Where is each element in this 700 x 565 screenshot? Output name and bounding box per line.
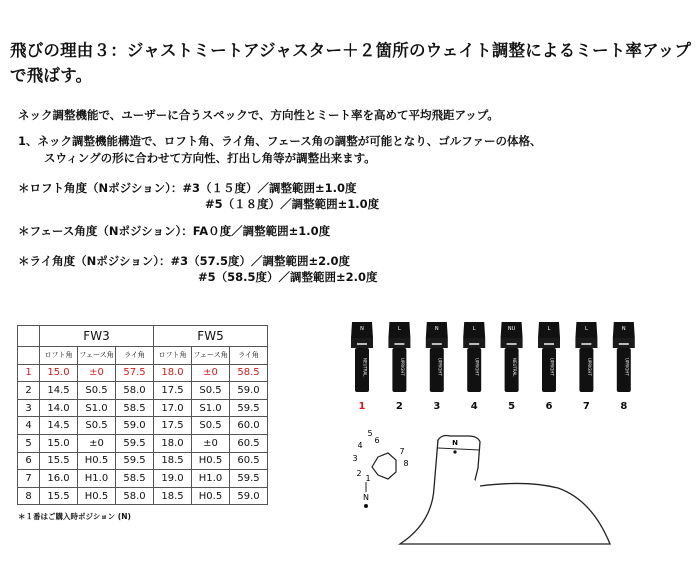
sleeve-5 bbox=[501, 322, 523, 392]
table-cell: 60.5 bbox=[230, 434, 268, 452]
sleeve-7 bbox=[575, 322, 597, 392]
loft-header: ロフト角 bbox=[40, 347, 78, 365]
table-cell: 16.0 bbox=[40, 470, 78, 488]
sleeve-top-mark: N bbox=[434, 326, 439, 332]
table-cell: 58.5 bbox=[116, 399, 154, 417]
table-cell: 18.5 bbox=[154, 452, 192, 470]
loft-spec-line-2: #5（１８度）／調整範囲±1.0度 bbox=[205, 197, 380, 211]
table-cell: H0.5 bbox=[78, 452, 116, 470]
table-cell: 58.5 bbox=[116, 470, 154, 488]
position-number: 2 bbox=[18, 382, 40, 400]
sleeve-side-label: UPRIGHT bbox=[586, 358, 592, 376]
face-header: フェース角 bbox=[192, 347, 230, 365]
dial-label-2: 2 bbox=[356, 469, 362, 478]
table-cell: 58.0 bbox=[116, 487, 154, 505]
sleeve-number: 2 bbox=[395, 401, 403, 412]
table-cell: 59.5 bbox=[116, 434, 154, 452]
table-cell: 58.5 bbox=[230, 364, 268, 382]
lie-header: ライ角 bbox=[116, 347, 154, 365]
table-cell: 14.5 bbox=[40, 382, 78, 400]
sleeve-number: 8 bbox=[620, 401, 628, 412]
position-number: 5 bbox=[18, 434, 40, 452]
table-cell: 14.5 bbox=[40, 417, 78, 435]
sleeve-top-mark: L bbox=[547, 326, 551, 332]
position-number: 6 bbox=[18, 452, 40, 470]
table-row bbox=[18, 487, 268, 505]
table-cell: 60.0 bbox=[230, 417, 268, 435]
sleeve-band bbox=[507, 343, 517, 345]
table-row bbox=[18, 452, 268, 470]
sleeve-side-label: UPRIGHT bbox=[437, 358, 443, 376]
fw5-header: FW5 bbox=[154, 326, 268, 347]
table-note: ＊１番はご購入時ポジション (N) bbox=[18, 512, 131, 521]
sleeve-4 bbox=[463, 322, 485, 392]
sleeve-side-label: UPRIGHT bbox=[624, 358, 630, 376]
sleeve-1 bbox=[351, 322, 373, 392]
loft-header: ロフト角 bbox=[154, 347, 192, 365]
table-cell: 57.5 bbox=[116, 364, 154, 382]
sleeve-8 bbox=[613, 322, 635, 392]
position-number: 8 bbox=[18, 487, 40, 505]
table-cell: 15.5 bbox=[40, 487, 78, 505]
table-cell: ±0 bbox=[78, 434, 116, 452]
lead-text: ネック調整機能で、ユーザーに合うスペックで、方向性とミート率を高めて平均飛距アップ。 bbox=[18, 108, 499, 122]
sleeve-side-label: NEUTRAL bbox=[512, 358, 518, 377]
table-cell: ±0 bbox=[192, 434, 230, 452]
table-cell: S0.5 bbox=[78, 417, 116, 435]
sleeve-side-label: NEUTRAL bbox=[362, 358, 368, 377]
table-row bbox=[18, 470, 268, 488]
sleeve-top-mark: N bbox=[621, 326, 626, 332]
table-cell: 19.0 bbox=[154, 470, 192, 488]
fw3-header: FW3 bbox=[40, 326, 154, 347]
face-header: フェース角 bbox=[78, 347, 116, 365]
sleeve-row bbox=[351, 322, 635, 392]
table-cell: H1.0 bbox=[192, 470, 230, 488]
dial-label-7: 7 bbox=[399, 447, 405, 456]
table-cell: 18.5 bbox=[154, 487, 192, 505]
point-1-line-2: スウィングの形に合わせて方向性、打出し角等が調整出来ます。 bbox=[44, 151, 376, 165]
sleeve-band bbox=[357, 343, 367, 345]
table-cell: S0.5 bbox=[78, 382, 116, 400]
position-number: 4 bbox=[18, 417, 40, 435]
table-row bbox=[18, 434, 268, 452]
table-cell: S0.5 bbox=[192, 382, 230, 400]
clubhead-dot bbox=[453, 450, 456, 453]
dial-label-5: 5 bbox=[367, 429, 373, 438]
sleeve-band bbox=[544, 343, 554, 345]
table-cell: H1.0 bbox=[78, 470, 116, 488]
table-cell: H0.5 bbox=[78, 487, 116, 505]
sleeve-top-mark: NU bbox=[507, 326, 516, 332]
sleeve-number: 6 bbox=[545, 401, 553, 412]
clubhead-outline bbox=[400, 440, 610, 544]
point-1 bbox=[18, 133, 542, 167]
table-group-header-row bbox=[18, 326, 268, 347]
clubhead-mark: N bbox=[452, 439, 458, 447]
table-cell: 15.5 bbox=[40, 452, 78, 470]
table-cell: 58.0 bbox=[116, 382, 154, 400]
dial-label-4: 4 bbox=[357, 441, 363, 450]
adjustment-table bbox=[17, 325, 268, 505]
sleeve-side-label: UPRIGHT bbox=[549, 358, 555, 376]
lie-spec-line-1: ＊ライ角度（Nポジション）：#3（57.5度）／調整範囲±2.0度 bbox=[18, 254, 351, 268]
table-cell: 59.0 bbox=[116, 417, 154, 435]
position-number: 7 bbox=[18, 470, 40, 488]
page-title: 飛びの理由３：ジャストミートアジャスター＋２箇所のウェイト調整によるミート率アップで飛ばす。 bbox=[10, 41, 692, 85]
table-cell: ±0 bbox=[192, 364, 230, 382]
table-cell: 15.0 bbox=[40, 434, 78, 452]
table-cell: 18.0 bbox=[154, 364, 192, 382]
sleeve-band bbox=[581, 343, 591, 345]
table-cell: 17.5 bbox=[154, 417, 192, 435]
table-cell: 59.5 bbox=[230, 470, 268, 488]
sleeve-band bbox=[619, 343, 629, 345]
table-cell: H0.5 bbox=[192, 452, 230, 470]
table-cell: 59.0 bbox=[230, 382, 268, 400]
table-row bbox=[18, 364, 268, 382]
sleeve-number: 1 bbox=[358, 401, 366, 412]
sleeve-number: 5 bbox=[508, 401, 516, 412]
table-cell: 59.0 bbox=[230, 487, 268, 505]
table-cell: 14.0 bbox=[40, 399, 78, 417]
table-cell: 60.5 bbox=[230, 452, 268, 470]
sleeve-number-row bbox=[359, 401, 628, 412]
lie-spec-line-2: #5（58.5度）／調整範囲±2.0度 bbox=[198, 270, 378, 284]
sleeve-3 bbox=[426, 322, 448, 392]
table-corner-cell bbox=[18, 326, 40, 347]
clubhead-drawing bbox=[400, 436, 610, 545]
table-cell: S1.0 bbox=[192, 399, 230, 417]
sleeve-band bbox=[469, 343, 479, 345]
table-cell: 17.5 bbox=[154, 382, 192, 400]
table-row bbox=[18, 399, 268, 417]
adjuster-illustration bbox=[330, 318, 690, 550]
dial-label-8: 8 bbox=[403, 459, 409, 468]
sleeve-number: 7 bbox=[582, 401, 590, 412]
table-cell: 59.5 bbox=[116, 452, 154, 470]
sleeve-top-mark: L bbox=[472, 326, 476, 332]
table-cell: 17.0 bbox=[154, 399, 192, 417]
sleeve-side-label: UPRIGHT bbox=[399, 358, 405, 376]
table-cell: ±0 bbox=[78, 364, 116, 382]
dial-n-label: N bbox=[363, 493, 369, 502]
dial-dot bbox=[364, 504, 368, 508]
sleeve-band bbox=[432, 343, 442, 345]
sleeve-band bbox=[394, 343, 404, 345]
sleeve-6 bbox=[538, 322, 560, 392]
face-spec-line: ＊フェース角度（Nポジション）：FA０度／調整範囲±1.0度 bbox=[18, 224, 331, 238]
dial-label-6: 6 bbox=[374, 436, 380, 445]
loft-spec-line-1: ＊ロフト角度（Nポジション）：#3（１５度）／調整範囲±1.0度 bbox=[18, 181, 357, 195]
table-row bbox=[18, 382, 268, 400]
position-number: 1 bbox=[18, 364, 40, 382]
sleeve-top-mark: N bbox=[360, 326, 364, 332]
table-row bbox=[18, 417, 268, 435]
lie-header: ライ角 bbox=[230, 347, 268, 365]
sleeve-side-label: UPRIGHT bbox=[474, 358, 480, 376]
point-1-line-1: 1、ネック調整機能構造で、ロフト角、ライ角、フェース角の調整が可能となり、ゴルファーの体格、 bbox=[18, 134, 542, 148]
sleeve-top-mark: L bbox=[585, 326, 588, 332]
table-cell: S0.5 bbox=[192, 417, 230, 435]
dial-octagon bbox=[372, 453, 396, 479]
table-corner-cell bbox=[18, 347, 40, 365]
position-number: 3 bbox=[18, 399, 40, 417]
sleeve-number: 4 bbox=[470, 401, 478, 412]
dial-label-1: 1 bbox=[365, 474, 371, 483]
table-cell: S1.0 bbox=[78, 399, 116, 417]
table-cell: 15.0 bbox=[40, 364, 78, 382]
table-sub-header-row bbox=[18, 347, 268, 365]
sleeve-2 bbox=[388, 322, 410, 392]
table-cell: 59.5 bbox=[230, 399, 268, 417]
position-dial bbox=[352, 429, 408, 508]
sleeve-number: 3 bbox=[433, 401, 441, 412]
sleeve-top-mark: L bbox=[398, 326, 401, 332]
dial-label-3: 3 bbox=[352, 454, 358, 463]
table-cell: H0.5 bbox=[192, 487, 230, 505]
table-cell: 18.0 bbox=[154, 434, 192, 452]
